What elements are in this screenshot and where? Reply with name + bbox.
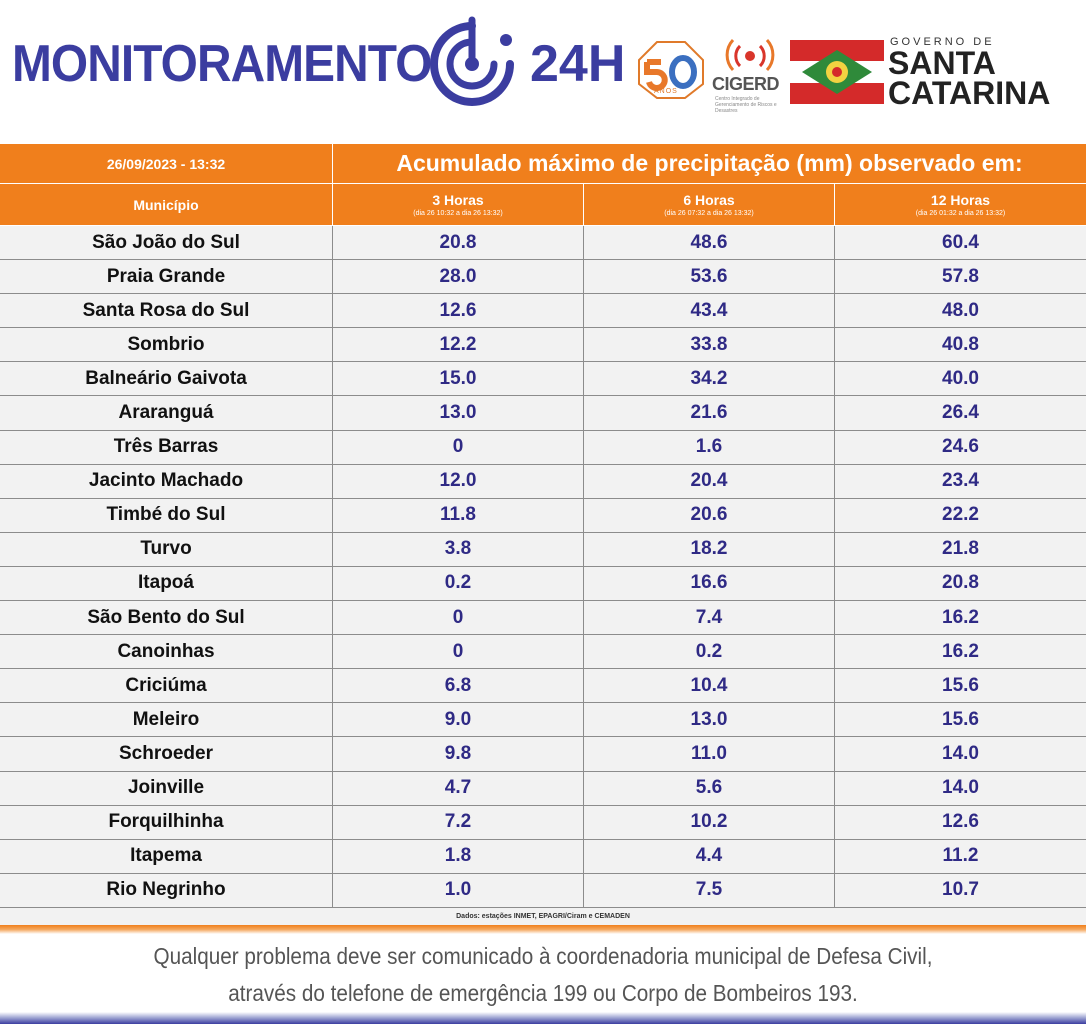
column-range-12h: (dia 26 01:32 a dia 26 13:32): [915, 210, 1006, 217]
value-6h-text: 20.4: [690, 470, 728, 492]
value-12h-cell: [835, 431, 1086, 464]
value-12h-cell: [835, 362, 1086, 395]
value-12h-cell: [835, 328, 1086, 361]
value-3h-text: 13.0: [439, 402, 477, 424]
municipio-header: Município: [133, 196, 199, 213]
value-6h-text: 0.2: [695, 640, 723, 662]
value-3h-text: 4.7: [444, 777, 472, 799]
value-6h-cell: [584, 635, 835, 668]
value-12h-cell: [835, 772, 1086, 805]
value-6h-cell: [584, 362, 835, 395]
value-3h-cell: [333, 874, 584, 907]
municipio-cell: [0, 737, 333, 770]
municipio-text: Rio Negrinho: [106, 879, 226, 901]
value-6h-text: 53.6: [690, 265, 728, 287]
municipio-text: Sombrio: [127, 333, 205, 355]
value-12h-cell: [835, 226, 1086, 259]
value-3h-cell: [333, 772, 584, 805]
value-12h-cell: [835, 737, 1086, 770]
table-row: [0, 431, 1086, 465]
value-3h-cell: [333, 226, 584, 259]
value-12h-cell: [835, 294, 1086, 327]
municipio-text: Praia Grande: [106, 265, 226, 287]
column-label-6h: 6 Horas: [683, 192, 735, 208]
table-row: [0, 874, 1086, 908]
value-3h-cell: [333, 294, 584, 327]
value-12h-text: 26.4: [942, 402, 979, 424]
value-3h-cell: [333, 499, 584, 532]
value-3h-cell: [333, 260, 584, 293]
cigerd-subtitle: Centro Integrado de Gerenciamento de Riscos e Desastres: [715, 96, 777, 114]
value-3h-cell: [333, 362, 584, 395]
municipio-cell: [0, 294, 333, 327]
municipio-cell: [0, 431, 333, 464]
value-6h-text: 4.4: [695, 845, 723, 867]
value-6h-text: 34.2: [690, 367, 728, 389]
precipitation-table: [0, 144, 1086, 926]
column-range-6h: (dia 26 07:32 a dia 26 13:32): [664, 210, 754, 217]
main-heading-cell: [333, 144, 1086, 183]
value-12h-cell: [835, 874, 1086, 907]
municipio-cell: [0, 669, 333, 702]
value-12h-text: 48.0: [942, 299, 979, 321]
cigerd-signal-icon: [722, 36, 778, 72]
value-12h-text: 16.2: [942, 606, 979, 628]
value-6h-text: 18.2: [690, 538, 728, 560]
municipio-cell: [0, 601, 333, 634]
value-6h-cell: [584, 601, 835, 634]
municipio-text: Forquilhinha: [108, 811, 224, 833]
value-12h-text: 40.8: [942, 333, 979, 355]
value-6h-cell: [584, 260, 835, 293]
value-12h-text: 21.8: [942, 538, 979, 560]
value-3h-cell: [333, 465, 584, 498]
table-row: [0, 362, 1086, 396]
blue-divider: [0, 1012, 1086, 1024]
value-6h-text: 43.4: [690, 299, 728, 321]
value-6h-text: 10.2: [690, 811, 728, 833]
value-12h-text: 14.0: [942, 742, 979, 764]
municipio-cell: [0, 567, 333, 600]
cigerd-name: CIGERD: [712, 74, 780, 94]
main-heading: Acumulado máximo de precipitação (mm) observado em:: [396, 150, 1023, 176]
value-12h-cell: [835, 635, 1086, 668]
municipio-text: Criciúma: [125, 674, 207, 696]
value-12h-cell: [835, 669, 1086, 702]
table-row: [0, 328, 1086, 362]
value-3h-text: 11.8: [440, 504, 476, 526]
value-6h-cell: [584, 567, 835, 600]
municipio-text: Araranguá: [118, 402, 214, 424]
value-6h-cell: [584, 703, 835, 736]
municipio-cell: [0, 703, 333, 736]
value-3h-cell: [333, 737, 584, 770]
table-row: [0, 601, 1086, 635]
value-12h-text: 14.0: [942, 777, 979, 799]
table-row: [0, 396, 1086, 430]
value-6h-text: 10.4: [690, 674, 728, 696]
municipio-text: Santa Rosa do Sul: [82, 299, 250, 321]
value-12h-cell: [835, 260, 1086, 293]
value-6h-cell: [584, 533, 835, 566]
value-3h-cell: [333, 396, 584, 429]
municipio-text: Canoinhas: [117, 640, 215, 662]
value-12h-text: 23.4: [942, 470, 979, 492]
municipio-text: São Bento do Sul: [87, 606, 245, 628]
value-3h-text: 7.2: [444, 811, 472, 833]
value-6h-cell: [584, 499, 835, 532]
value-12h-text: 11.2: [942, 845, 979, 867]
column-range-3h: (dia 26 10:32 a dia 26 13:32): [413, 210, 503, 217]
municipio-text: Schroeder: [119, 742, 213, 764]
table-body: [0, 226, 1086, 908]
value-3h-cell: [333, 806, 584, 839]
value-12h-cell: [835, 806, 1086, 839]
value-3h-text: 0: [452, 640, 464, 662]
page-header: [0, 0, 1086, 144]
value-3h-text: 12.0: [439, 470, 477, 492]
municipio-text: Meleiro: [132, 708, 200, 730]
value-3h-text: 12.6: [439, 299, 477, 321]
footer-notice: [54, 938, 1031, 1012]
column-header-12h: [835, 184, 1086, 225]
table-row: [0, 226, 1086, 260]
municipio-cell: [0, 499, 333, 532]
value-6h-text: 21.6: [690, 402, 728, 424]
value-6h-cell: [584, 772, 835, 805]
municipio-cell: [0, 328, 333, 361]
value-12h-cell: [835, 499, 1086, 532]
value-12h-cell: [835, 465, 1086, 498]
value-3h-cell: [333, 567, 584, 600]
municipio-cell: [0, 772, 333, 805]
municipio-cell: [0, 396, 333, 429]
municipio-cell: [0, 635, 333, 668]
title-24h: 24H: [530, 35, 626, 93]
value-3h-cell: [333, 533, 584, 566]
table-row: [0, 669, 1086, 703]
municipio-text: Turvo: [140, 538, 192, 560]
footer-line-2: através do telefone de emergência 199 ou Corpo de Bombeiros 193.: [228, 980, 858, 1006]
value-3h-cell: [333, 601, 584, 634]
value-6h-cell: [584, 806, 835, 839]
table-row: [0, 703, 1086, 737]
municipio-text: São João do Sul: [92, 231, 240, 253]
value-6h-cell: [584, 669, 835, 702]
value-3h-text: 0.2: [444, 572, 472, 594]
column-header-6h: [584, 184, 835, 225]
municipio-text: Balneário Gaivota: [85, 367, 247, 389]
value-3h-cell: [333, 669, 584, 702]
municipio-text: Itapoá: [138, 572, 194, 594]
value-12h-cell: [835, 601, 1086, 634]
table-row: [0, 840, 1086, 874]
source-note: Dados: estações INMET, EPAGRI/Ciram e CEMADEN: [0, 908, 1086, 926]
column-header-3h: [333, 184, 584, 225]
table-row: [0, 465, 1086, 499]
datetime-label: 26/09/2023 - 13:32: [106, 155, 226, 172]
gov-state-line2: CATARINA: [888, 75, 1051, 111]
municipio-cell: [0, 806, 333, 839]
santa-catarina-flag-icon: [790, 40, 884, 104]
datetime-cell: [0, 144, 333, 183]
value-6h-cell: [584, 226, 835, 259]
value-6h-text: 7.4: [695, 606, 723, 628]
value-3h-text: 1.0: [444, 879, 472, 901]
value-6h-text: 11.0: [691, 742, 727, 764]
value-12h-text: 15.6: [942, 674, 979, 696]
value-6h-cell: [584, 737, 835, 770]
value-12h-cell: [835, 840, 1086, 873]
value-12h-cell: [835, 567, 1086, 600]
value-6h-text: 1.6: [695, 436, 723, 458]
municipio-cell: [0, 533, 333, 566]
value-12h-text: 15.6: [942, 708, 979, 730]
table-row: [0, 499, 1086, 533]
municipio-text: Jacinto Machado: [88, 470, 244, 492]
value-6h-cell: [584, 396, 835, 429]
value-6h-cell: [584, 465, 835, 498]
municipio-cell: [0, 362, 333, 395]
value-3h-cell: [333, 431, 584, 464]
orange-divider: [0, 925, 1086, 934]
value-3h-text: 28.0: [439, 265, 477, 287]
title-monitoramento: MONITORAMENTO: [12, 35, 432, 93]
value-3h-text: 15.0: [439, 367, 477, 389]
value-6h-text: 33.8: [690, 333, 728, 355]
value-12h-cell: [835, 533, 1086, 566]
value-12h-text: 24.6: [942, 436, 979, 458]
value-12h-cell: [835, 703, 1086, 736]
table-row: [0, 635, 1086, 669]
fifty-years-label: ANOS: [654, 88, 678, 95]
value-12h-text: 12.6: [942, 811, 979, 833]
value-3h-text: 9.0: [444, 708, 472, 730]
value-3h-text: 20.8: [439, 231, 477, 253]
municipio-cell: [0, 840, 333, 873]
value-12h-text: 40.0: [942, 367, 979, 389]
value-6h-cell: [584, 840, 835, 873]
value-6h-text: 48.6: [690, 231, 728, 253]
value-3h-text: 0: [452, 436, 464, 458]
municipio-cell: [0, 260, 333, 293]
value-6h-text: 13.0: [690, 708, 728, 730]
value-12h-text: 60.4: [942, 231, 979, 253]
value-6h-cell: [584, 874, 835, 907]
value-6h-cell: [584, 328, 835, 361]
value-6h-text: 7.5: [695, 879, 723, 901]
value-6h-text: 5.6: [695, 777, 723, 799]
value-12h-text: 16.2: [942, 640, 979, 662]
value-12h-text: 22.2: [942, 504, 979, 526]
municipio-text: Timbé do Sul: [106, 504, 226, 526]
table-row: [0, 294, 1086, 328]
column-label-3h: 3 Horas: [432, 192, 484, 208]
value-6h-cell: [584, 294, 835, 327]
gov-prefix: GOVERNO DE: [890, 36, 995, 48]
value-12h-text: 57.8: [942, 265, 979, 287]
value-3h-text: 1.8: [444, 845, 472, 867]
municipio-header-cell: [0, 184, 333, 225]
table-row: [0, 737, 1086, 771]
footer-line-1: Qualquer problema deve ser comunicado à coordenadoria municipal de Defesa Civil,: [153, 943, 933, 969]
table-header-top: [0, 144, 1086, 184]
radar-icon: [420, 12, 524, 116]
value-3h-cell: [333, 840, 584, 873]
value-3h-text: 12.2: [439, 333, 477, 355]
value-6h-text: 16.6: [690, 572, 728, 594]
value-3h-text: 9.8: [444, 742, 472, 764]
table-row: [0, 567, 1086, 601]
municipio-cell: [0, 874, 333, 907]
value-12h-text: 20.8: [942, 572, 979, 594]
value-12h-cell: [835, 396, 1086, 429]
table-row: [0, 533, 1086, 567]
value-6h-cell: [584, 431, 835, 464]
value-3h-text: 0: [452, 606, 464, 628]
municipio-text: Joinville: [127, 777, 205, 799]
value-3h-cell: [333, 703, 584, 736]
municipio-cell: [0, 226, 333, 259]
gov-state-line1: SANTA: [888, 45, 996, 81]
table-header-columns: [0, 184, 1086, 226]
value-3h-text: 3.8: [444, 538, 472, 560]
municipio-text: Itapema: [130, 845, 202, 867]
value-3h-cell: [333, 328, 584, 361]
table-row: [0, 772, 1086, 806]
municipio-cell: [0, 465, 333, 498]
value-3h-cell: [333, 635, 584, 668]
column-label-12h: 12 Horas: [930, 192, 991, 208]
value-12h-text: 10.7: [942, 879, 979, 901]
table-row: [0, 806, 1086, 840]
value-6h-text: 20.6: [690, 504, 728, 526]
municipio-text: Três Barras: [113, 436, 219, 458]
table-row: [0, 260, 1086, 294]
value-3h-text: 6.8: [444, 674, 472, 696]
